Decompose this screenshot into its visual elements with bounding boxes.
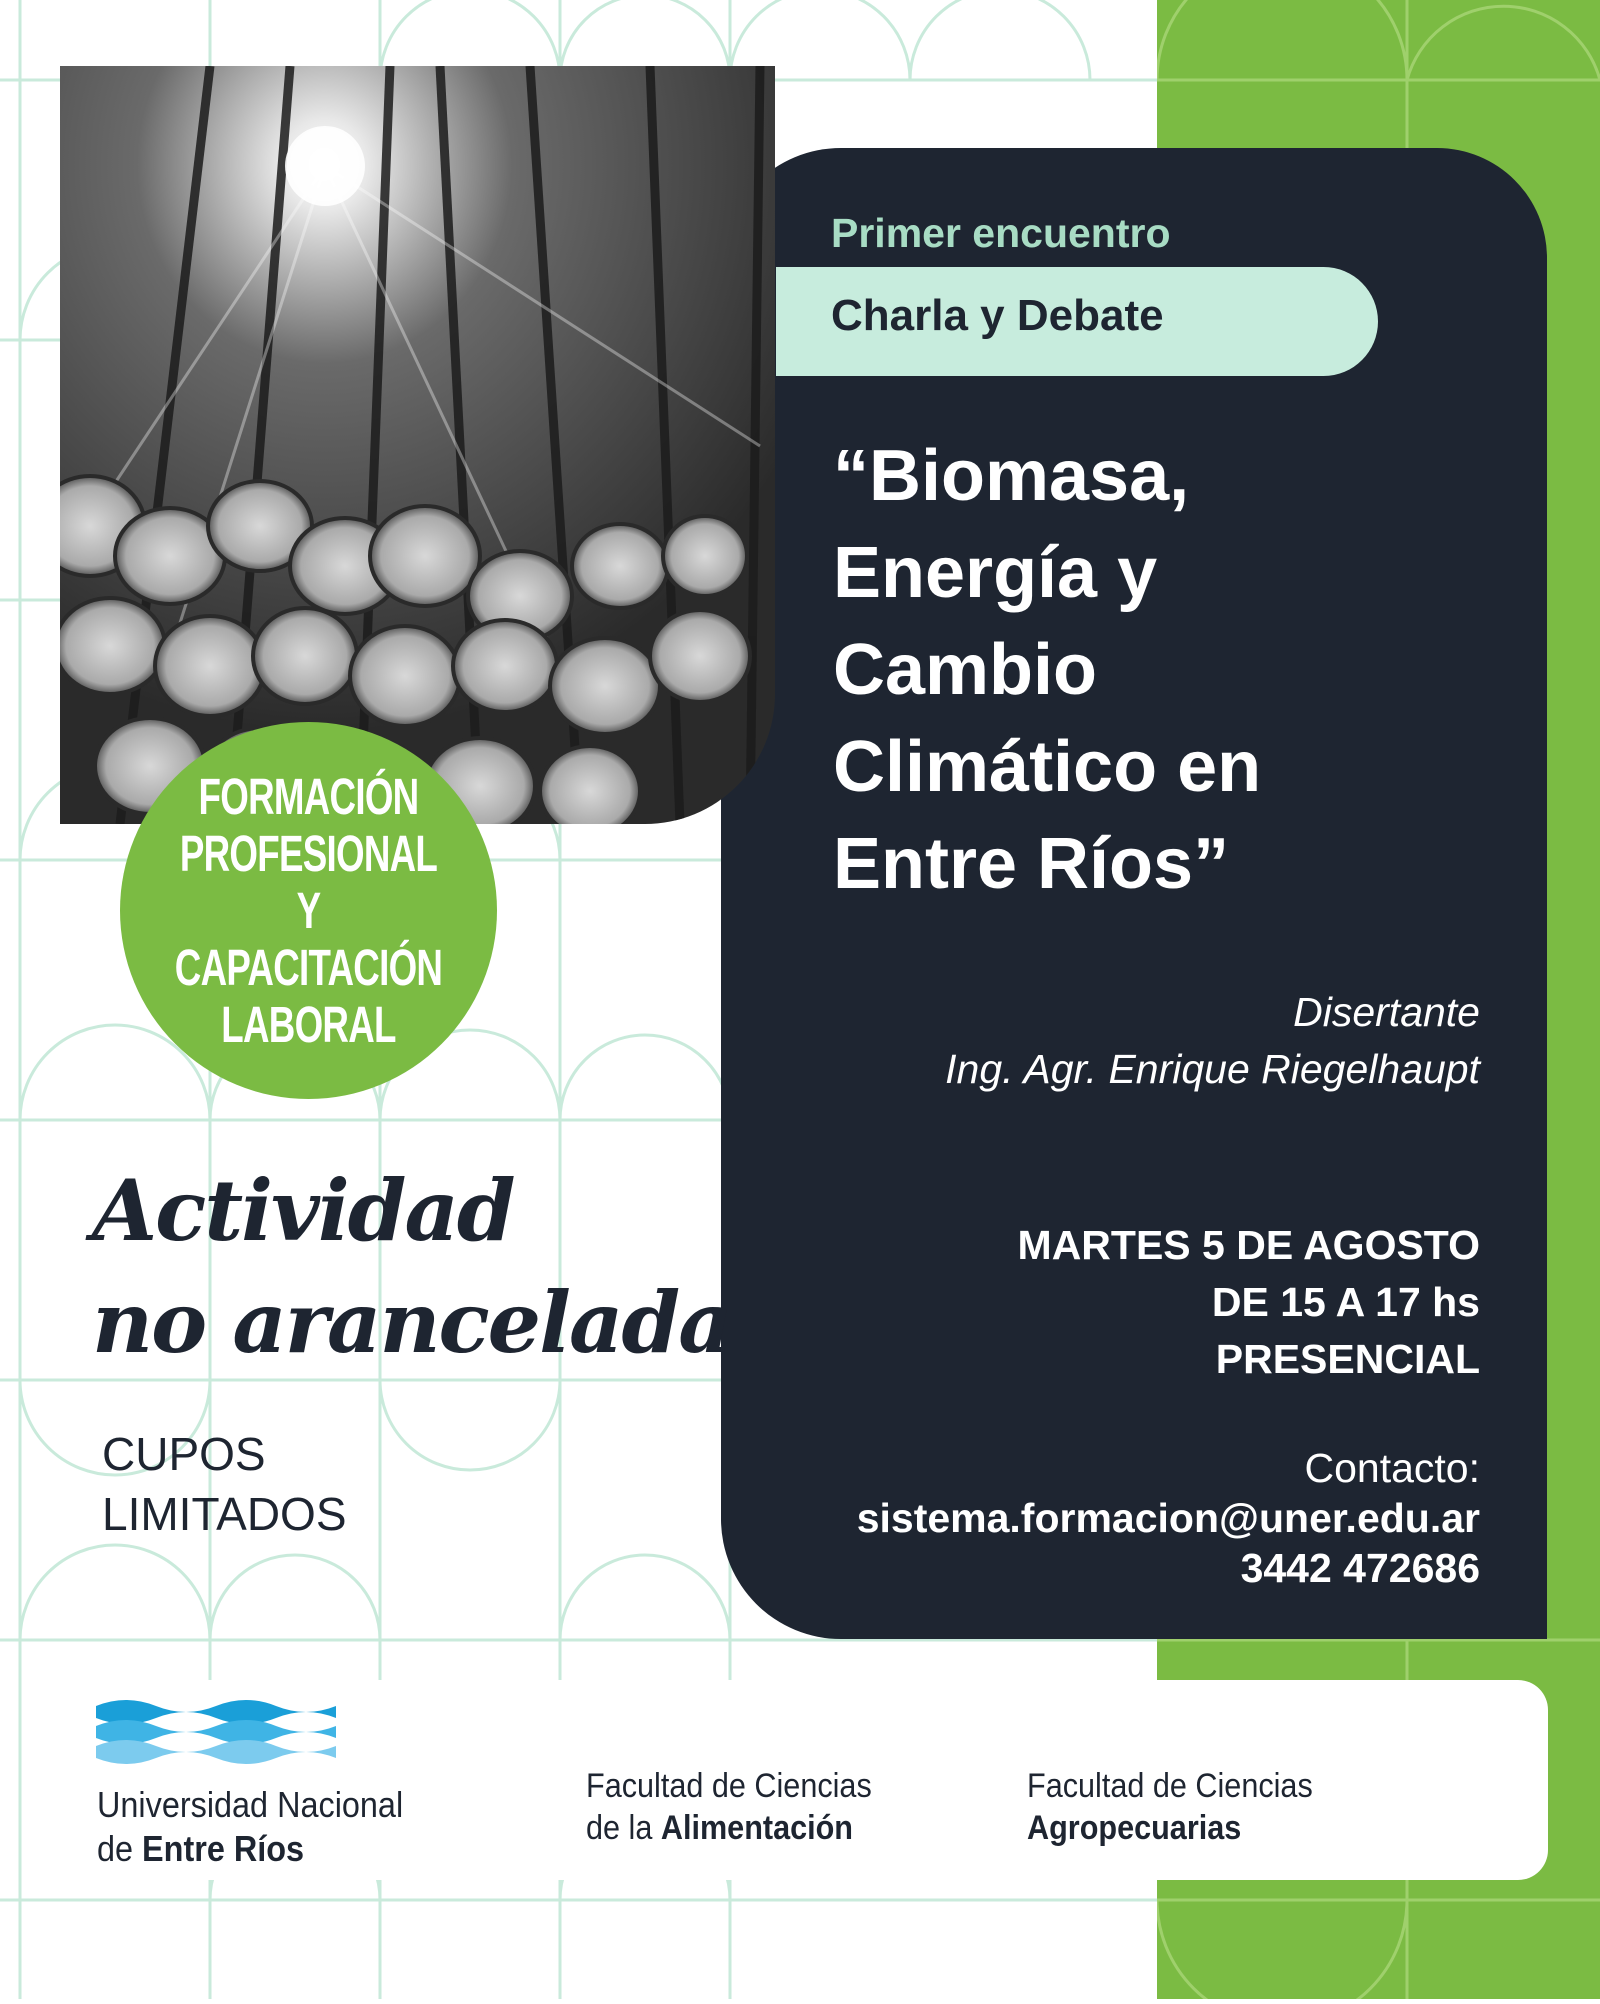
faculty-alimentacion xyxy=(586,1765,872,1849)
free-activity-line2: no arancelada xyxy=(92,1273,731,1372)
event-type-label: Charla y Debate xyxy=(831,291,1164,340)
faculty2-line1: Facultad de Ciencias xyxy=(1027,1767,1313,1805)
free-activity-text xyxy=(92,1155,731,1379)
badge-text: FORMACIÓN PROFESIONAL Y CAPACITACIÓN LABORAL xyxy=(174,768,443,1053)
limited-spots-text xyxy=(102,1424,347,1544)
contact-phone: 3442 472686 xyxy=(1240,1545,1480,1591)
faculty-agropecuarias xyxy=(1027,1765,1313,1849)
faculty1-line2-prefix: de la xyxy=(586,1809,661,1847)
event-mode: PRESENCIAL xyxy=(1215,1336,1480,1382)
contact-email: sistema.formacion@uner.edu.ar xyxy=(856,1495,1480,1541)
contact-block xyxy=(857,1443,1480,1593)
waves-logo-icon xyxy=(96,1696,336,1771)
faculty1-line2-bold: Alimentación xyxy=(660,1809,854,1847)
university-line1: Universidad Nacional xyxy=(97,1784,404,1825)
schedule-block xyxy=(1018,1217,1480,1388)
cupos-line2: LIMITADOS xyxy=(102,1488,347,1540)
speaker-block xyxy=(945,984,1480,1098)
faculty2-line2-bold: Agropecuarias xyxy=(1027,1809,1242,1847)
cupos-line1: CUPOS xyxy=(102,1428,266,1480)
university-line2-bold: Entre Ríos xyxy=(142,1828,305,1869)
event-subtitle: Primer encuentro xyxy=(831,210,1171,256)
speaker-name: Ing. Agr. Enrique Riegelhaupt xyxy=(945,1046,1480,1092)
training-badge xyxy=(120,722,497,1099)
forest-logs-photo xyxy=(60,66,775,824)
event-title: “Biomasa, Energía y Cambio Climático en Entre Ríos” xyxy=(833,436,1262,904)
faculty1-line1: Facultad de Ciencias xyxy=(586,1767,872,1805)
contact-label: Contacto: xyxy=(1304,1445,1480,1491)
university-name xyxy=(97,1783,403,1871)
free-activity-line1: Actividad xyxy=(92,1161,514,1260)
event-date: MARTES 5 DE AGOSTO xyxy=(1017,1222,1480,1268)
university-line2-prefix: de xyxy=(97,1828,143,1869)
event-time: DE 15 A 17 hs xyxy=(1211,1279,1480,1325)
speaker-label: Disertante xyxy=(1293,989,1480,1035)
